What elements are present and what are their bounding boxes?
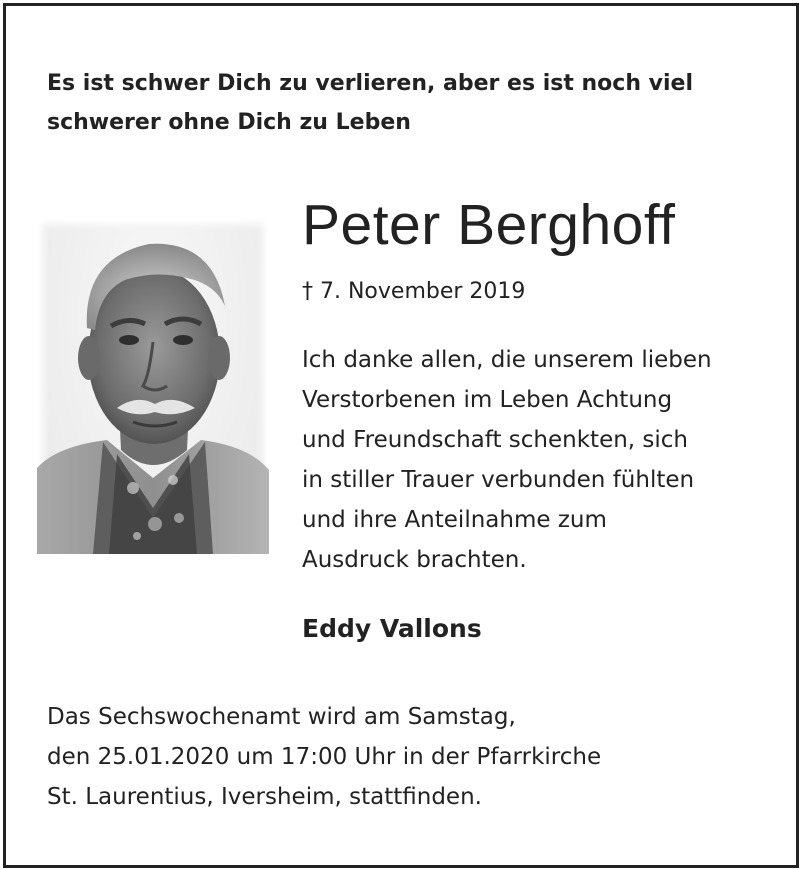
service-line: den 25.01.2020 um 17:00 Uhr in der Pfarrkirche	[47, 744, 602, 770]
service-line: St. Laurentius, Iversheim, stattfinden.	[47, 784, 482, 810]
thanks-line: und Freundschaft schenkten, sich	[302, 427, 689, 453]
thanks-line: in stiller Trauer verbunden fühlten	[302, 467, 695, 493]
signer-name: Eddy Vallons	[302, 614, 482, 643]
thanks-message	[302, 340, 772, 580]
thanks-line: Ich danke allen, die unserem lieben	[302, 347, 712, 373]
portrait-photo	[37, 218, 269, 554]
service-announcement	[47, 697, 767, 817]
service-line: Das Sechswochenamt wird am Samstag,	[47, 704, 516, 730]
thanks-line: Ausdruck brachten.	[302, 547, 527, 573]
thanks-line: Verstorbenen im Leben Achtung	[302, 387, 673, 413]
deceased-name: Peter Berghoff	[302, 193, 676, 257]
portrait-illustration	[37, 218, 269, 554]
motto-line: schwerer ohne Dich zu Leben	[47, 110, 411, 135]
thanks-line: und ihre Anteilnahme zum	[302, 507, 607, 533]
motto-line: Es ist schwer Dich zu verlieren, aber es ist noch viel	[47, 71, 693, 96]
motto-quote	[47, 64, 747, 142]
death-date: † 7. November 2019	[302, 279, 526, 304]
